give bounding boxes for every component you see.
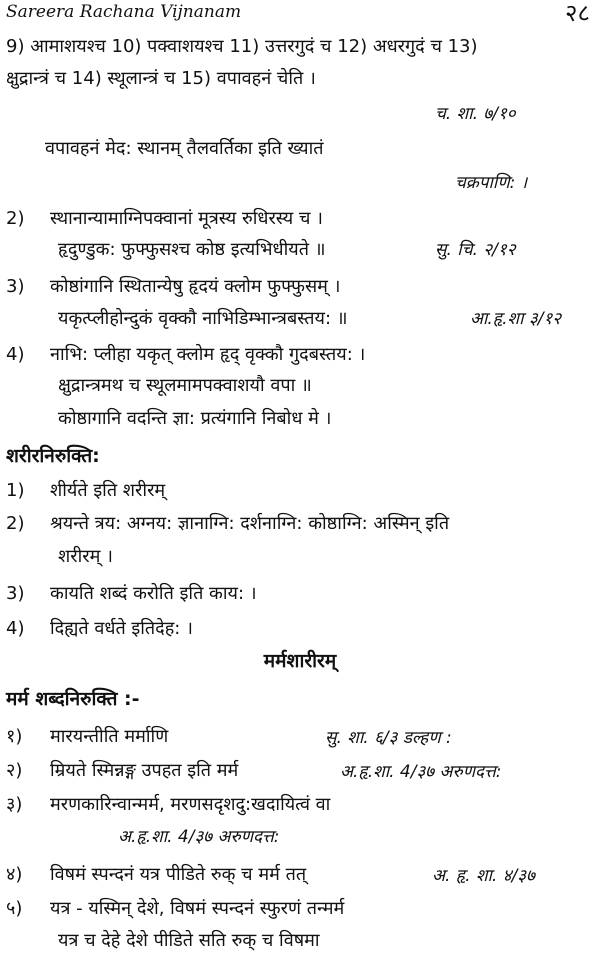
citation: अ. हृ. शा. ४/३७	[432, 866, 535, 886]
item-number: २)	[6, 760, 23, 781]
section-heading: शरीरनिरुक्ति:	[6, 445, 100, 467]
list-item	[6, 585, 257, 603]
item-text: म्रियते स्मिन्नङ्ग उपहत इति मर्म	[50, 760, 239, 781]
running-title: Sareera Rachana Vijnanam	[6, 2, 242, 22]
list-item	[6, 728, 168, 746]
text-line: 9) आमाशयश्च 10) पक्वाशयश्च 11) उत्तरगुदं च 12) अधरगुदं च 13)	[6, 36, 478, 57]
verse-number: 4)	[6, 344, 25, 365]
verse-number: 2)	[6, 208, 25, 229]
verse-text: नाभि: प्लीहा यकृत् क्लोम हृद् वृक्कौ गुदबस्तय: ।	[50, 344, 366, 365]
verse-number: 3)	[6, 276, 25, 297]
verse-4-line-3: कोष्ठागानि वदन्ति ज्ञा: प्रत्यंगानि निबोध मे ।	[58, 408, 332, 429]
page-number: २८	[565, 0, 590, 27]
list-item	[6, 796, 330, 814]
item-continuation: यत्र च देहे देशे पीडिते सति रुक् च विषमा	[58, 930, 320, 951]
citation: सु. शा. ६/३ डल्हण :	[325, 728, 452, 748]
verse-3-line-2: यकृत्प्लीहोन्दुकं वृक्कौ नाभिडिम्भान्त्रबस्तय: ॥	[58, 308, 348, 329]
list-item	[6, 866, 306, 884]
verse-text: स्थानान्यामाग्निपक्वानां मूत्रस्य रुधिरस्य च ।	[50, 208, 323, 229]
list-item	[6, 762, 238, 780]
item-text: मरणकारिन्वान्मर्म, मरणसदृशदु:खदायित्वं वा	[50, 794, 331, 815]
item-text: दिह्यते वर्धते इतिदेह: ।	[50, 618, 193, 639]
item-continuation: शरीरम् ।	[58, 546, 113, 567]
verse-2-line-1	[6, 210, 323, 228]
verse-3-line-1	[6, 278, 341, 296]
list-item	[6, 515, 449, 533]
item-text: श्रयन्ते त्रय: अग्नय: ज्ञानाग्नि: दर्शनाग्नि: कोष्ठाग्नि: अस्मिन् इति	[50, 513, 450, 534]
item-text: मारयन्तीति मर्माणि	[50, 726, 169, 747]
verse-text: कोष्ठांगानि स्थितान्येषु हृदयं क्लोम फुफ्फुसम् ।	[50, 276, 341, 297]
item-text: कायति शब्दं करोति इति काय: ।	[50, 583, 257, 604]
item-number: 1)	[6, 480, 25, 501]
item-text: शीर्यते इति शरीरम्	[50, 480, 166, 501]
item-number: ३)	[6, 794, 23, 815]
text-line: वपावहनं मेद: स्थानम् तैलवर्तिका इति ख्यातं	[45, 138, 324, 159]
list-item	[6, 482, 165, 500]
item-number: ४)	[6, 864, 23, 885]
subheading: मर्म शब्दनिरुक्ति :-	[6, 688, 140, 710]
item-text: यत्र - यस्मिन् देशे, विषमं स्पन्दनं स्फुरणं तन्मर्म	[50, 898, 345, 919]
citation: च. शा. ७/१०	[435, 104, 516, 124]
citation: चक्रपाणि: ।	[455, 173, 528, 193]
list-item	[6, 620, 193, 638]
citation: अ.हृ.शा. 4/३७ अरुणदत्त:	[340, 762, 502, 782]
item-number: १)	[6, 726, 23, 747]
item-number: 2)	[6, 513, 25, 534]
section-title: मर्मशारीरम्	[263, 650, 337, 672]
text-line: क्षुद्रान्त्रं च 14) स्थूलान्त्रं च 15) वपावहनं चेति ।	[6, 68, 316, 89]
verse-2-line-2: हृदुण्डुक: फुफ्फुसश्च कोष्ठ इत्यभिधीयते ॥	[58, 239, 326, 260]
citation: सु. चि. २/१२	[435, 240, 516, 260]
citation: अ.हृ.शा. 4/३७ अरुणदत्त:	[118, 827, 280, 847]
item-number: 3)	[6, 583, 25, 604]
list-item	[6, 900, 344, 918]
item-number: ५)	[6, 898, 23, 919]
verse-4-line-1	[6, 346, 365, 364]
citation: आ.हृ.शा ३/१२	[470, 309, 562, 329]
item-number: 4)	[6, 618, 25, 639]
item-text: विषमं स्पन्दनं यत्र पीडिते रुक् च मर्म तत्	[50, 864, 307, 885]
verse-4-line-2: क्षुद्रान्त्रमथ च स्थूलमामपक्वाशयौ वपा ॥	[58, 375, 312, 396]
